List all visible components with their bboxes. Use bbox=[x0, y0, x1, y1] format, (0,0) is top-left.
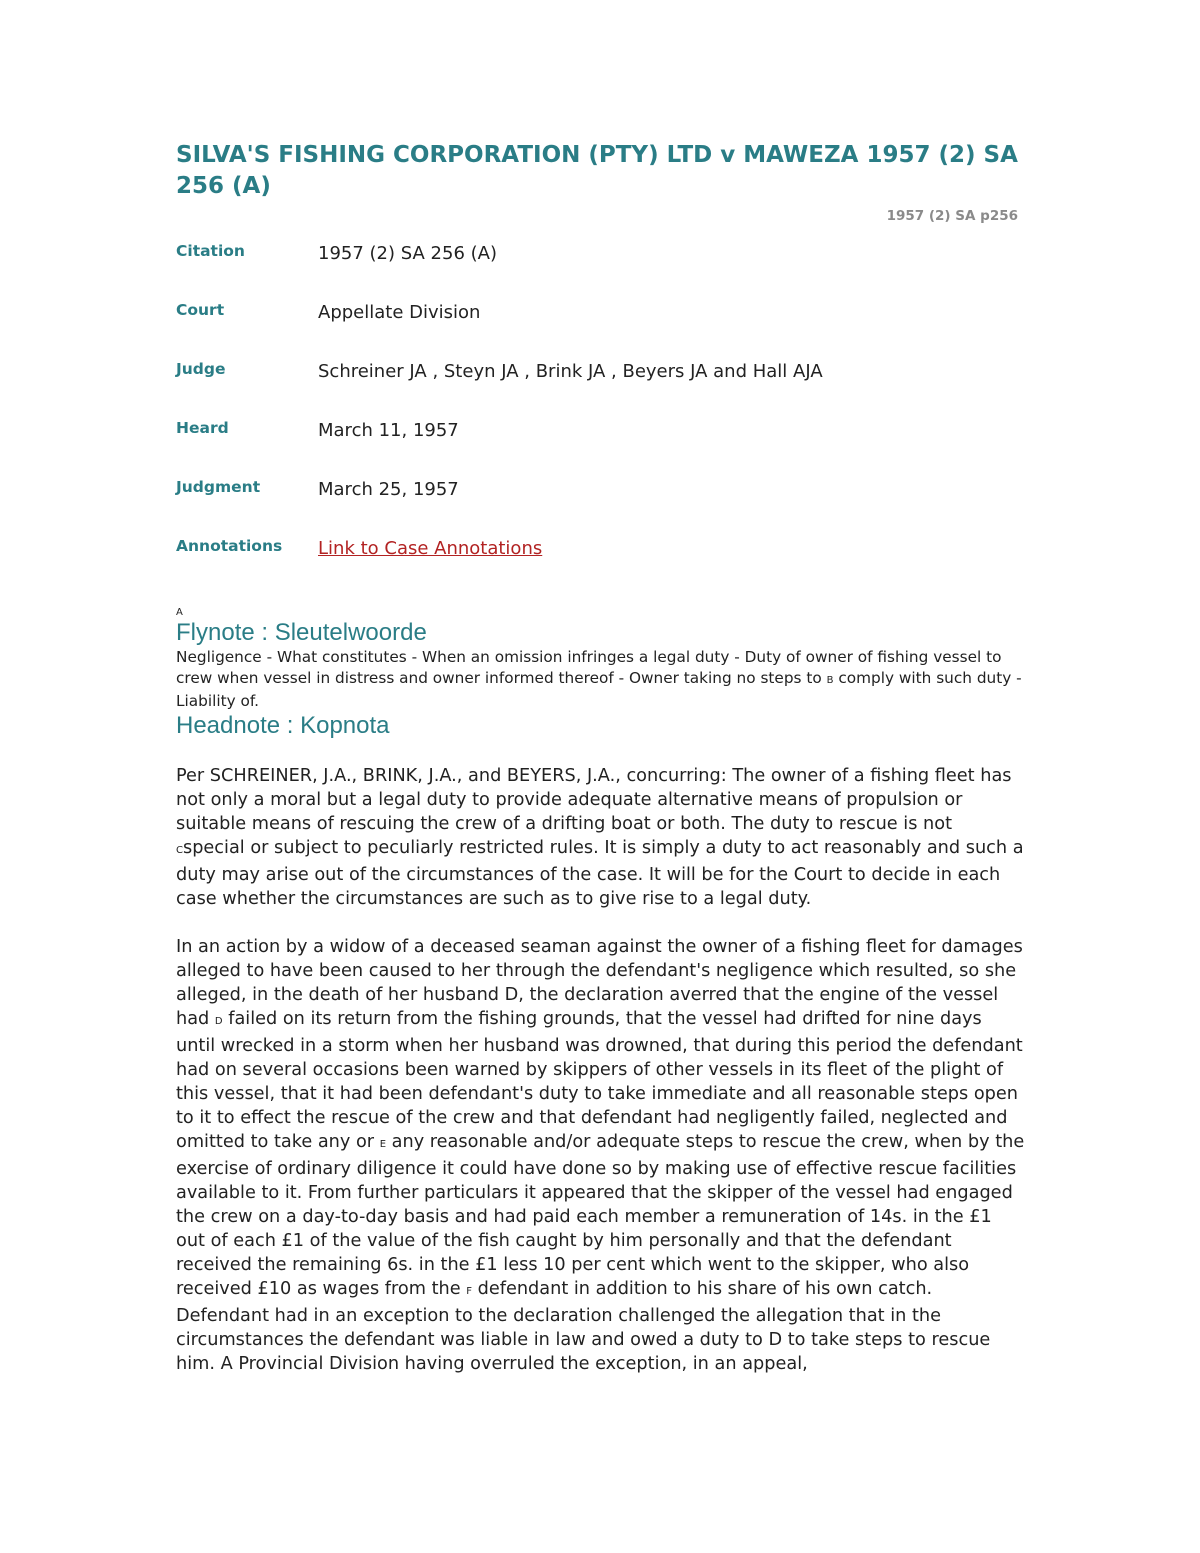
headnote-paragraph-1 bbox=[176, 764, 1026, 911]
case-metadata-table bbox=[176, 238, 823, 592]
margin-marker-a: A bbox=[176, 607, 183, 618]
case-annotations-link[interactable]: Link to Case Annotations bbox=[318, 538, 543, 559]
case-title: SILVA'S FISHING CORPORATION (PTY) LTD v MAWEZA 1957 (2) SA 256 (A) bbox=[176, 142, 1018, 199]
headnote-p2-part-3: any reasonable and/or adequate steps to rescue the crew, when by the exercise of ordinary diligence it could have done so by making use of effective rescue facilities available to it. From further particulars it appeared that the skipper of the vessel had engaged the crew on a day-to-day basis and had paid each member a remuneration of 14s. in the £1 out of each £1 of the value of the fish caught by him personally and that the defendant received the remaining 6s. in the £1 less 10 per cent which went to the skipper, who also received £10 as wages from the bbox=[176, 1132, 1025, 1299]
judge-value: Schreiner JA , Steyn JA , Brink JA , Beyers JA and Hall AJA bbox=[318, 361, 823, 382]
page-reference: 1957 (2) SA p256 bbox=[886, 208, 1018, 224]
court-row bbox=[176, 297, 823, 356]
spacer bbox=[176, 911, 1026, 935]
heard-label: Heard bbox=[176, 419, 229, 437]
flynote-text bbox=[176, 647, 1026, 712]
annotations-label: Annotations bbox=[176, 537, 283, 555]
headnote-paragraph-2 bbox=[176, 935, 1026, 1376]
margin-marker-c: C bbox=[176, 845, 183, 856]
judgment-label: Judgment bbox=[176, 478, 261, 496]
citation-row bbox=[176, 238, 823, 297]
heard-value: March 11, 1957 bbox=[318, 420, 459, 441]
margin-marker-e: E bbox=[379, 1139, 387, 1150]
margin-marker-b: B bbox=[826, 675, 834, 686]
court-label: Court bbox=[176, 301, 225, 319]
flynote-text-part-1: Negligence - What constitutes - When an omission infringes a legal duty - Duty of owner of fishing vessel to crew when vessel in distress and owner informed thereof - Owner taking no steps to bbox=[176, 648, 1002, 687]
headnote-heading: Headnote : Kopnota bbox=[176, 712, 390, 739]
court-value: Appellate Division bbox=[318, 302, 481, 323]
heard-row bbox=[176, 415, 823, 474]
margin-marker-f: F bbox=[466, 1286, 472, 1297]
judgment-row bbox=[176, 474, 823, 533]
margin-marker-d: D bbox=[214, 1016, 223, 1027]
annotations-row bbox=[176, 533, 823, 592]
headnote-p2-part-1: In an action by a widow of a deceased seaman against the owner of a fishing fleet for damages alleged to have been caused to her through the defendant's negligence which resulted, so she alleged, in the death of her husband D, the declaration averred that the engine of the vessel had bbox=[176, 937, 1023, 1029]
headnote-p1-part-2: special or subject to peculiarly restricted rules. It is simply a duty to act reasonably and such a duty may arise out of the circumstances of the case. It will be for the Court to decide in each case whether the circumstances are such as to give rise to a legal duty. bbox=[176, 838, 1024, 909]
judge-label: Judge bbox=[176, 360, 226, 378]
judgment-value: March 25, 1957 bbox=[318, 479, 459, 500]
citation-value: 1957 (2) SA 256 (A) bbox=[318, 243, 497, 264]
headnote-p2-part-2: failed on its return from the fishing grounds, that the vessel had drifted for nine days until wrecked in a storm when her husband was drowned, that during this period the defendant had on several occasions been warned by skippers of other vessels in its fleet of the plight of this vessel, that it had been defendant's duty to take immediate and all reasonable steps open to it to effect the rescue of the crew and that defendant had negligently failed, neglected and omitted to take any or bbox=[176, 1009, 1023, 1152]
spacer bbox=[176, 740, 1026, 764]
document-page bbox=[176, 140, 1026, 1376]
judge-row bbox=[176, 356, 823, 415]
headnote-p1-part-1: Per SCHREINER, J.A., BRINK, J.A., and BEYERS, J.A., concurring: The owner of a fishing fleet has not only a moral but a legal duty to provide adequate alternative means of propulsion or suitable means of rescuing the crew of a drifting boat or both. The duty to rescue is not bbox=[176, 766, 1012, 834]
annotations-value bbox=[318, 533, 823, 592]
flynote-heading: Flynote : Sleutelwoorde bbox=[176, 619, 427, 646]
headnote-p2-part-4: defendant in addition to his share of his own catch. Defendant had in an exception to the declaration challenged the allegation that in the circumstances the defendant was liable in law and owed a duty to D to take steps to rescue him. A Provincial Division having overruled the exception, in an appeal, bbox=[176, 1279, 991, 1374]
flynote-text-part-2: comply with such duty - Liability of. bbox=[176, 669, 1022, 710]
margin-marker-row bbox=[176, 604, 1026, 619]
citation-label: Citation bbox=[176, 242, 245, 260]
